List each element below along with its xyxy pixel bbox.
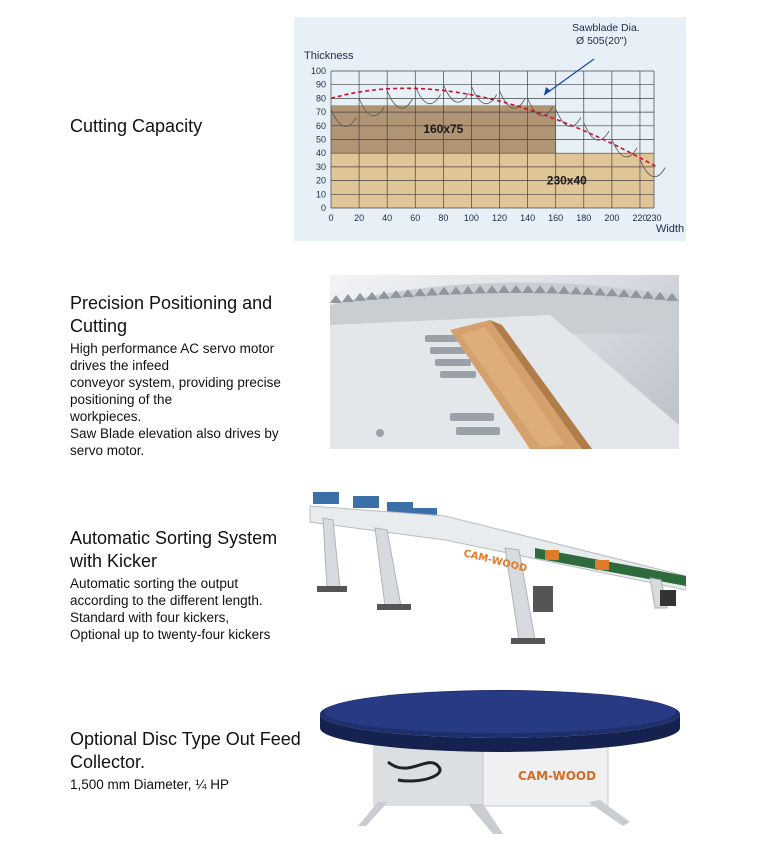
saw-arc <box>556 109 581 126</box>
description-line: Optional up to twenty-four kickers <box>70 627 271 642</box>
cutting-capacity-chart <box>294 17 686 241</box>
description-line: High performance AC servo motor <box>70 341 275 356</box>
region-label: 230x40 <box>546 173 587 188</box>
x-tick-label: 100 <box>463 213 479 223</box>
x-tick-label: 40 <box>382 213 393 223</box>
saw-blade-photo <box>330 275 679 449</box>
x-tick-label: 180 <box>576 213 592 223</box>
section-title: Automatic Sorting System with Kicker <box>70 528 278 571</box>
y-tick-label: 80 <box>315 93 326 104</box>
y-tick-label: 30 <box>315 161 326 172</box>
section-title: Optional Disc Type Out Feed Collector. <box>70 729 301 772</box>
chart-svg <box>294 17 686 241</box>
y-tick-label: 0 <box>320 203 326 213</box>
disc-collector-photo <box>318 684 682 836</box>
description-line: Automatic sorting the output <box>70 576 239 591</box>
description-line: conveyor system, providing precise <box>70 375 281 390</box>
x-tick-label: 160 <box>548 213 564 223</box>
x-tick-label: 80 <box>438 213 449 223</box>
region-label: 160x75 <box>423 122 464 137</box>
section-precision-positioning <box>70 292 315 459</box>
description-line: drives the infeed <box>70 358 170 373</box>
annotation-arrowhead <box>544 87 551 95</box>
annotation-arrow <box>544 59 594 95</box>
section-title: Precision Positioning and Cutting <box>70 293 273 336</box>
section-automatic-sorting <box>70 527 310 643</box>
y-tick-label: 100 <box>310 66 326 76</box>
description-line: servo motor. <box>70 443 145 458</box>
description-line: according to the different length. <box>70 593 263 608</box>
saw-arc <box>415 86 440 103</box>
x-axis-label: Width <box>655 223 685 235</box>
saw-arc <box>471 86 496 103</box>
annotation-line-2: Ø 505(20") <box>576 35 628 47</box>
description-line: Saw Blade elevation also drives by <box>70 426 279 441</box>
y-tick-label: 10 <box>315 189 326 200</box>
sorting-conveyor-photo <box>305 478 686 646</box>
section-title: Cutting Capacity <box>70 116 203 136</box>
x-tick-label: 0 <box>328 213 334 223</box>
x-tick-label: 200 <box>604 213 620 223</box>
section-cutting-capacity <box>70 115 290 138</box>
x-tick-label: 20 <box>354 213 365 223</box>
x-tick-label: 120 <box>492 213 508 223</box>
section-description <box>70 776 315 793</box>
y-tick-label: 50 <box>315 134 326 145</box>
x-tick-label: 140 <box>520 213 536 223</box>
y-tick-label: 90 <box>315 79 326 90</box>
x-tick-label: 220 <box>632 213 648 223</box>
y-axis-label: Thickness <box>304 50 354 62</box>
annotation-line-1: Sawblade Dia. <box>572 22 640 34</box>
sorter-logo: CAM-WOOD <box>462 548 529 575</box>
disc-logo: CAM-WOOD <box>518 769 597 783</box>
saw-arc <box>584 123 609 140</box>
section-disc-collector <box>70 728 315 793</box>
description-line: workpieces. <box>70 409 142 424</box>
y-tick-label: 60 <box>315 120 326 131</box>
description-line: positioning of the <box>70 392 173 407</box>
y-tick-label: 40 <box>315 148 326 159</box>
x-tick-label: 230 <box>646 213 662 223</box>
section-description <box>70 340 315 459</box>
y-tick-label: 70 <box>315 107 326 118</box>
y-tick-label: 20 <box>315 175 326 186</box>
x-tick-label: 60 <box>410 213 421 223</box>
description-line: Standard with four kickers, <box>70 610 230 625</box>
description-line: 1,500 mm Diameter, ¼ HP <box>70 777 230 792</box>
section-description <box>70 575 310 643</box>
